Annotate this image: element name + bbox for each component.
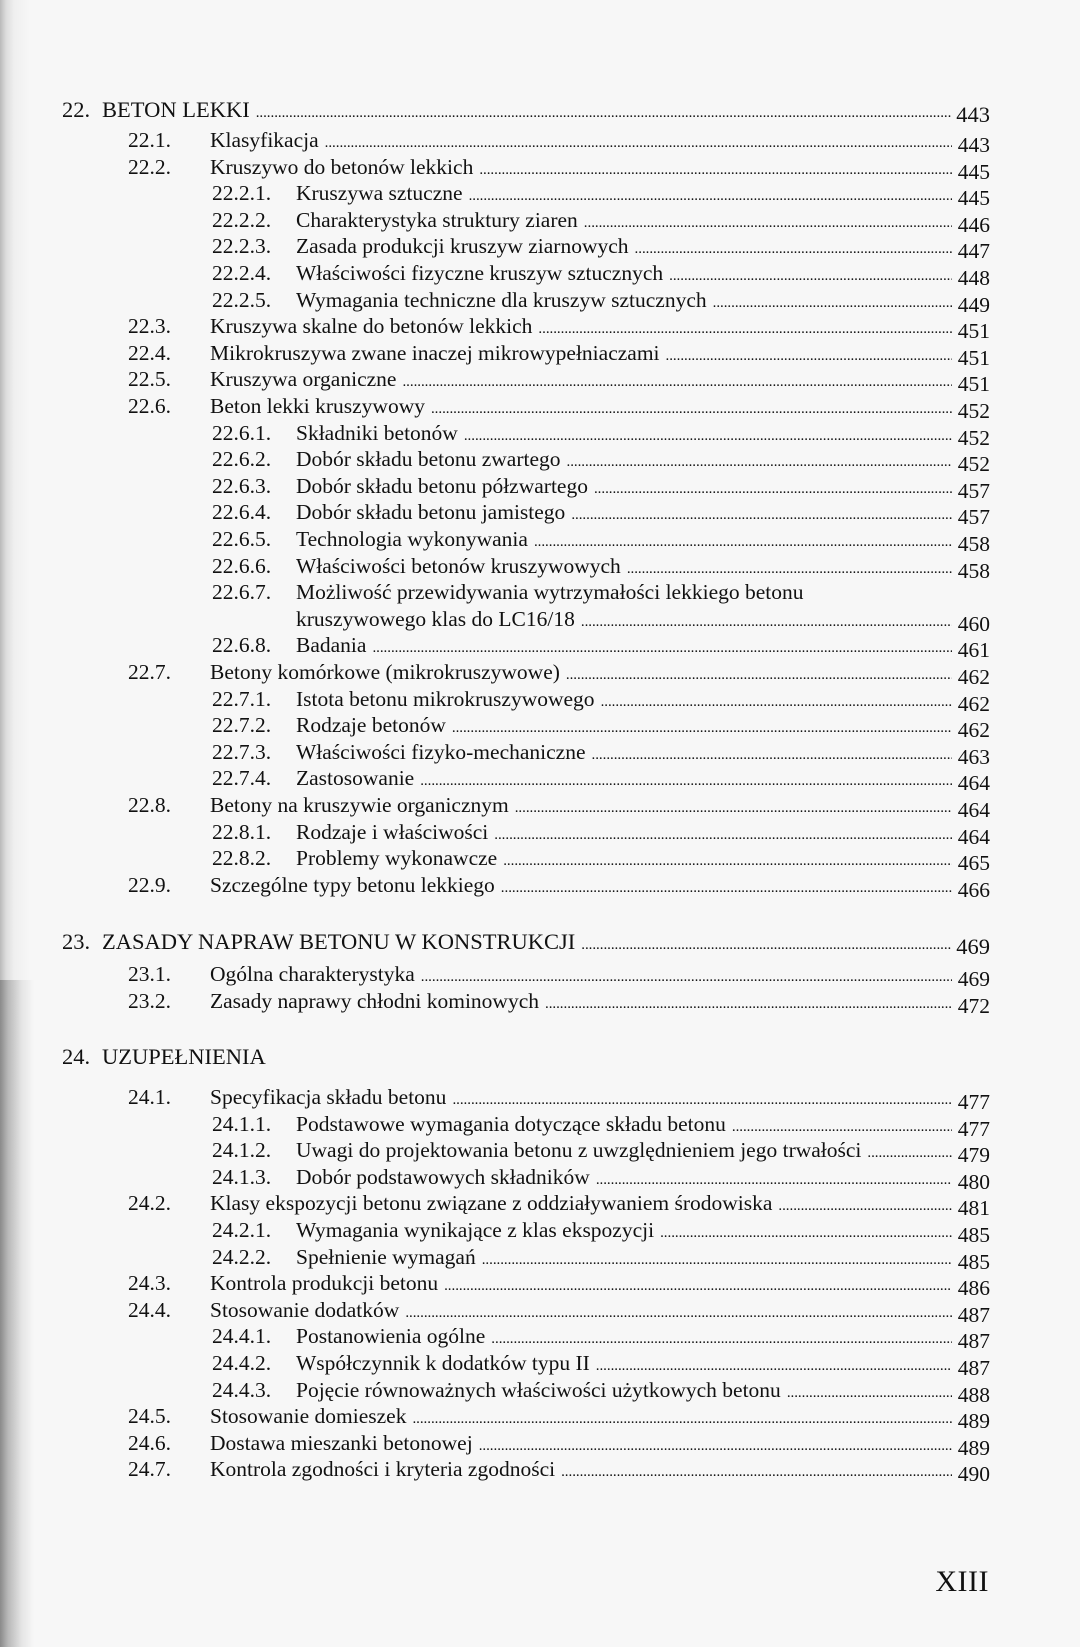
entry-page-number: 479: [957, 1143, 990, 1168]
toc-entry[interactable]: [212, 1110, 990, 1141]
toc-entry[interactable]: [212, 259, 990, 290]
entry-title: Rodzaje betonów: [296, 713, 446, 738]
dot-leader: [545, 990, 952, 1018]
entry-title: Współczynnik k dodatków typu II: [296, 1351, 590, 1375]
toc-entry[interactable]: [128, 392, 990, 423]
entry-page-number: 480: [957, 1169, 990, 1194]
toc-entry[interactable]: [128, 1402, 990, 1434]
toc-entry[interactable]: [212, 232, 990, 264]
entry-title: Kontrola zgodności i kryteria zgodności: [210, 1457, 556, 1482]
entry-number: 22.6.6.: [212, 553, 272, 578]
entry-number: 22.2.1.: [212, 181, 272, 206]
entry-number: 22.6.5.: [212, 527, 272, 551]
chapter-heading[interactable]: [62, 1043, 990, 1071]
entry-page-number: 464: [957, 771, 990, 796]
entry-title: Właściwości betonów kruszywowych: [296, 553, 621, 578]
toc-entry[interactable]: [212, 552, 990, 583]
entry-number: 22.9.: [128, 872, 171, 897]
entry-number: 24.2.2.: [212, 1244, 272, 1269]
toc-entry[interactable]: [128, 1429, 990, 1460]
toc-entry[interactable]: [212, 711, 990, 743]
entry-title: Istota betonu mikrokruszywowego: [296, 686, 595, 711]
entry-number: 24.6.: [128, 1430, 171, 1455]
entry-page-number: 489: [957, 1435, 990, 1460]
entry-page-number: 463: [957, 744, 990, 769]
entry-title: ZASADY NAPRAW BETONU W KONSTRUKCJI: [102, 929, 576, 954]
toc-entry[interactable]: [128, 365, 990, 397]
entry-title: Badania: [296, 633, 367, 658]
entry-title: Składniki betonów: [296, 420, 458, 445]
entry-page-number: 490: [957, 1462, 990, 1487]
toc-entry[interactable]: [128, 960, 990, 991]
toc-entry[interactable]: [212, 419, 990, 450]
dot-leader: [581, 931, 952, 959]
entry-title: Pojęcie równoważnych właściwości użytkowych betonu: [296, 1377, 781, 1402]
toc-entry[interactable]: [212, 1216, 990, 1247]
entry-title: UZUPEŁNIENIA: [102, 1044, 266, 1069]
entry-number: 22.8.1.: [212, 819, 272, 844]
entry-number: 24.4.: [128, 1297, 171, 1322]
entry-title: Kruszywa skalne do betonów lekkich: [210, 314, 533, 339]
toc-entry[interactable]: [128, 312, 990, 344]
toc-entry[interactable]: [212, 685, 990, 716]
entry-title: Kruszywo do betonów lekkich: [210, 154, 474, 179]
entry-number: 24.1.: [128, 1085, 171, 1109]
entry-title: Betony komórkowe (mikrokruszywowe): [210, 660, 560, 684]
entry-title: Dostawa mieszanki betonowej: [210, 1430, 473, 1455]
entry-page-number: 458: [957, 532, 990, 556]
entry-title: Kruszywa organiczne: [210, 367, 397, 392]
entry-title: Technologia wykonywania: [296, 527, 528, 551]
entry-title: Wymagania wynikające z klas ekspozycji: [296, 1218, 655, 1242]
toc-entry[interactable]: [212, 764, 990, 796]
entry-number: 24.1.2.: [212, 1138, 272, 1163]
toc-entry[interactable]: [128, 658, 990, 689]
entry-page-number: 451: [957, 319, 990, 344]
entry-number: 23.2.: [128, 988, 171, 1013]
entry-title: Problemy wykonawcze: [296, 846, 498, 871]
entry-page-number: 485: [957, 1249, 990, 1274]
entry-title-continuation: kruszywowego klas do LC16/18: [296, 606, 575, 631]
entry-page-number: 488: [957, 1382, 990, 1407]
toc-entry-continuation[interactable]: [212, 605, 990, 636]
entry-number: 22.6.4.: [212, 500, 272, 525]
entry-title: Dobór składu betonu jamistego: [296, 500, 566, 525]
entry-title: Kontrola produkcji betonu: [210, 1271, 439, 1296]
entry-number: 22.6.2.: [212, 447, 272, 472]
entry-page-number: 481: [957, 1196, 990, 1221]
entry-title: Klasyfikacja: [210, 128, 319, 152]
toc-entry[interactable]: [212, 1349, 990, 1380]
chapter-heading[interactable]: [62, 96, 990, 127]
toc-entry[interactable]: [128, 871, 990, 902]
entry-title: Zasada produkcji kruszyw ziarnowych: [296, 234, 629, 259]
entry-number: 22.6.7.: [212, 580, 272, 605]
entry-number: 22.1.: [128, 128, 171, 152]
entry-title: Zasady naprawy chłodni kominowych: [210, 988, 539, 1013]
entry-title: Kruszywa sztuczne: [296, 181, 463, 206]
entry-title: Właściwości fizyko-mechaniczne: [296, 739, 586, 764]
entry-page-number: 472: [957, 993, 990, 1018]
entry-page-number: 477: [957, 1116, 990, 1141]
entry-page-number: 452: [957, 425, 990, 450]
toc-entry[interactable]: [128, 1269, 990, 1301]
entry-number: 22.7.1.: [212, 686, 272, 711]
entry-page-number: 477: [957, 1090, 990, 1114]
entry-number: 24.2.: [128, 1191, 171, 1216]
toc-entry[interactable]: [212, 631, 990, 663]
entry-page-number: 457: [957, 505, 990, 530]
entry-title: Charakterystyka struktury ziaren: [296, 207, 578, 232]
chapter-heading[interactable]: [62, 928, 990, 959]
entry-number: 22.5.: [128, 367, 171, 392]
entry-page-number: 462: [957, 665, 990, 689]
dot-leader: [561, 1458, 952, 1486]
entry-page-number: 443: [956, 102, 990, 127]
entry-page-number: 457: [957, 478, 990, 503]
toc-entry[interactable]: [128, 791, 990, 822]
entry-title: Możliwość przewidywania wytrzymałości lekkiego betonu: [296, 580, 804, 605]
entry-page-number: 447: [957, 239, 990, 264]
entry-number: 24.4.2.: [212, 1351, 272, 1375]
entry-title: Dobór składu betonu półzwartego: [296, 473, 588, 498]
toc-entry[interactable]: [212, 1136, 990, 1168]
entry-title: Beton lekki kruszywowy: [210, 394, 425, 418]
entry-title: Podstawowe wymagania dotyczące składu betonu: [296, 1111, 726, 1136]
entry-title: Wymagania techniczne dla kruszyw sztucznych: [296, 287, 707, 312]
entry-page-number: 451: [957, 372, 990, 397]
toc-entry[interactable]: [128, 1189, 990, 1221]
entry-title: BETON LEKKI: [102, 97, 250, 122]
toc-entry[interactable]: [212, 179, 990, 211]
toc-entry[interactable]: [212, 472, 990, 503]
entry-number: 22.2.2.: [212, 207, 272, 232]
entry-number: 22.6.: [128, 394, 171, 418]
toc-entry[interactable]: [212, 445, 990, 477]
entry-title: Specyfikacja składu betonu: [210, 1085, 447, 1109]
entry-page-number: 486: [957, 1276, 990, 1301]
entry-page-number: 489: [957, 1409, 990, 1434]
entry-page-number: 445: [957, 186, 990, 211]
entry-page-number: 487: [957, 1356, 990, 1380]
entry-page-number: 458: [957, 558, 990, 583]
entry-page-number: 446: [957, 212, 990, 237]
toc-entry[interactable]: [212, 286, 990, 317]
toc-entry[interactable]: [128, 126, 990, 157]
dot-leader: [501, 874, 952, 902]
entry-number: 24.1.3.: [212, 1164, 272, 1189]
entry-page-number: 487: [957, 1302, 990, 1327]
entry-number: 24.: [62, 1044, 91, 1069]
entry-number: 22.2.5.: [212, 287, 272, 312]
page-folio: XIII: [935, 1565, 989, 1598]
entry-number: 22.8.2.: [212, 846, 272, 871]
entry-page-number: 462: [957, 691, 990, 716]
entry-title: Stosowanie dodatków: [210, 1297, 400, 1322]
entry-page-number: 487: [957, 1329, 990, 1354]
entry-title: Szczególne typy betonu lekkiego: [210, 872, 495, 897]
toc-entry[interactable]: [212, 498, 990, 530]
entry-number: 24.3.: [128, 1271, 171, 1296]
entry-number: 24.1.1.: [212, 1111, 272, 1136]
toc-entry[interactable]: [128, 339, 990, 370]
entry-title: Właściwości fizyczne kruszyw sztucznych: [296, 261, 664, 285]
entry-number: 22.7.4.: [212, 766, 272, 791]
entry-number: 24.7.: [128, 1457, 171, 1482]
toc-entry[interactable]: [212, 1322, 990, 1354]
entry-page-number: 445: [957, 159, 990, 184]
toc-entry[interactable]: [128, 987, 990, 1018]
page-binding-shadow: [0, 0, 40, 1647]
entry-number: 22.7.3.: [212, 739, 272, 764]
entry-page-number: 449: [957, 292, 990, 317]
toc-entry[interactable]: [212, 1163, 990, 1194]
toc-entry[interactable]: [212, 206, 990, 237]
toc-entry[interactable]: [128, 1083, 990, 1114]
entry-number: 22.6.1.: [212, 420, 272, 445]
entry-number: 22.8.: [128, 793, 171, 817]
entry-title: Dobór składu betonu zwartego: [296, 447, 561, 472]
entry-page-number: 451: [957, 345, 990, 370]
entry-title: Dobór podstawowych składników: [296, 1164, 590, 1189]
entry-title: Ogólna charakterystyka: [210, 962, 415, 986]
entry-page-number: 469: [957, 967, 990, 991]
entry-page-number: 452: [957, 452, 990, 477]
entry-number: 24.4.3.: [212, 1377, 272, 1402]
entry-number: 22.7.: [128, 660, 171, 684]
toc-entry[interactable]: [212, 844, 990, 876]
entry-number: 24.5.: [128, 1404, 171, 1429]
entry-page-number: 448: [957, 266, 990, 290]
entry-title: Mikrokruszywa zwane inaczej mikrowypełniaczami: [210, 340, 660, 365]
entry-title: Zastosowanie: [296, 766, 415, 791]
entry-page-number: 466: [957, 877, 990, 902]
entry-number: 22.3.: [128, 314, 171, 339]
dot-leader: [256, 99, 952, 127]
entry-page-number: 452: [957, 399, 990, 423]
entry-title: Betony na kruszywie organicznym: [210, 793, 509, 817]
entry-number: 22.: [62, 97, 91, 122]
entry-number: 23.1.: [128, 962, 171, 986]
entry-number: 22.7.2.: [212, 713, 272, 738]
toc-entry[interactable]: [212, 525, 990, 556]
toc-entry[interactable]: [128, 153, 990, 184]
toc-entry[interactable]: [212, 818, 990, 849]
entry-number: 24.4.1.: [212, 1324, 272, 1349]
entry-title: Stosowanie domieszek: [210, 1404, 407, 1429]
entry-page-number: 462: [957, 718, 990, 743]
entry-number: 22.2.3.: [212, 234, 272, 259]
entry-number: 22.6.3.: [212, 473, 272, 498]
entry-page-number: 469: [956, 934, 990, 959]
entry-number: 22.2.: [128, 154, 171, 179]
entry-title: Spełnienie wymagań: [296, 1244, 476, 1269]
toc-entry[interactable]: [212, 738, 990, 769]
entry-number: 24.2.1.: [212, 1218, 272, 1242]
entry-number: 22.2.4.: [212, 261, 272, 285]
entry-page-number: 443: [957, 133, 990, 157]
toc-entry[interactable]: [212, 1243, 990, 1274]
entry-number: 22.4.: [128, 340, 171, 365]
entry-title: Klasy ekspozycji betonu związane z oddziaływaniem środowiska: [210, 1191, 773, 1216]
entry-number: 23.: [62, 929, 91, 954]
entry-page-number: 464: [957, 798, 990, 822]
toc-entry[interactable]: [128, 1455, 990, 1487]
entry-title: Rodzaje i właściwości: [296, 819, 489, 844]
entry-title: Uwagi do projektowania betonu z uwzględnieniem jego trwałości: [296, 1138, 862, 1163]
entry-page-number: 461: [957, 638, 990, 663]
entry-page-number: 460: [957, 611, 990, 636]
toc-entry[interactable]: [128, 1296, 990, 1327]
entry-title: Postanowienia ogólne: [296, 1324, 486, 1349]
entry-page-number: 464: [957, 824, 990, 849]
entry-number: 22.6.8.: [212, 633, 272, 658]
toc-entry[interactable]: [212, 1376, 990, 1407]
entry-page-number: 485: [957, 1223, 990, 1247]
entry-page-number: 465: [957, 851, 990, 876]
toc-entry[interactable]: [212, 578, 804, 606]
